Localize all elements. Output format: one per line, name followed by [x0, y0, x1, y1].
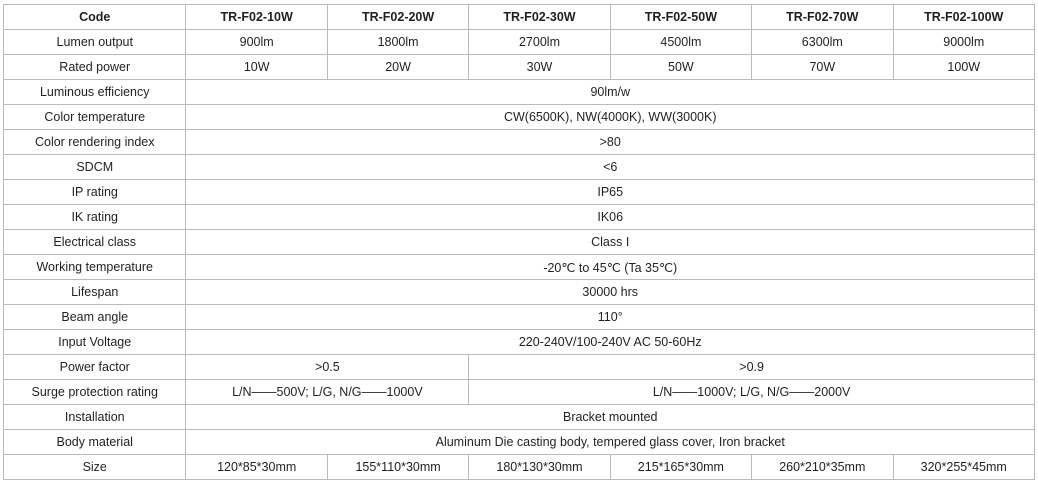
table-row [4, 405, 1035, 430]
row-label: Installation [4, 405, 186, 430]
row-value-cell: 30W [469, 55, 610, 80]
row-value-cell: 155*110*30mm [327, 455, 468, 480]
row-value-cell: 215*165*30mm [610, 455, 751, 480]
row-label: Luminous efficiency [4, 80, 186, 105]
row-label: Rated power [4, 55, 186, 80]
row-value-cell-span: Bracket mounted [186, 405, 1035, 430]
header-cell-model: TR-F02-70W [752, 5, 893, 30]
table-row [4, 80, 1035, 105]
row-value-cell: 180*130*30mm [469, 455, 610, 480]
table-row [4, 280, 1035, 305]
row-label: Color temperature [4, 105, 186, 130]
row-value-cell: 120*85*30mm [186, 455, 327, 480]
row-label: Body material [4, 430, 186, 455]
row-value-cell-right: >0.9 [469, 355, 1035, 380]
table-row [4, 430, 1035, 455]
row-value-cell-left: L/N——500V; L/G, N/G——1000V [186, 380, 469, 405]
row-value-cell-span: >80 [186, 130, 1035, 155]
row-value-cell-span: 30000 hrs [186, 280, 1035, 305]
table-row [4, 305, 1035, 330]
row-value-cell-span: Class I [186, 230, 1035, 255]
row-value-cell: 70W [752, 55, 893, 80]
table-row [4, 30, 1035, 55]
table-row [4, 455, 1035, 480]
row-label: IP rating [4, 180, 186, 205]
header-cell-model: TR-F02-10W [186, 5, 327, 30]
row-value-cell: 900lm [186, 30, 327, 55]
table-row [4, 230, 1035, 255]
row-value-cell-span: IP65 [186, 180, 1035, 205]
row-value-cell: 4500lm [610, 30, 751, 55]
row-value-cell: 9000lm [893, 30, 1035, 55]
row-value-cell: 20W [327, 55, 468, 80]
row-label: Electrical class [4, 230, 186, 255]
row-value-cell-span: Aluminum Die casting body, tempered glass cover, Iron bracket [186, 430, 1035, 455]
table-row [4, 130, 1035, 155]
header-cell-model: TR-F02-50W [610, 5, 751, 30]
table-header-row [4, 5, 1035, 30]
row-value-cell: 2700lm [469, 30, 610, 55]
table-row [4, 205, 1035, 230]
table-row [4, 330, 1035, 355]
table-row [4, 255, 1035, 280]
row-value-cell-span: -20℃ to 45℃ (Ta 35℃) [186, 255, 1035, 280]
row-value-cell: 1800lm [327, 30, 468, 55]
table-row [4, 105, 1035, 130]
row-label: SDCM [4, 155, 186, 180]
row-label: Lifespan [4, 280, 186, 305]
row-label: Size [4, 455, 186, 480]
row-value-cell: 100W [893, 55, 1035, 80]
row-value-cell-span: 90lm/w [186, 80, 1035, 105]
header-cell-code: Code [4, 5, 186, 30]
row-value-cell-span: 110° [186, 305, 1035, 330]
row-label: Power factor [4, 355, 186, 380]
row-value-cell: 6300lm [752, 30, 893, 55]
row-value-cell: 260*210*35mm [752, 455, 893, 480]
row-value-cell-span: 220-240V/100-240V AC 50-60Hz [186, 330, 1035, 355]
table-row [4, 355, 1035, 380]
row-label: IK rating [4, 205, 186, 230]
header-cell-model: TR-F02-100W [893, 5, 1035, 30]
row-value-cell: 10W [186, 55, 327, 80]
row-value-cell: 320*255*45mm [893, 455, 1035, 480]
row-label: Beam angle [4, 305, 186, 330]
row-value-cell-left: >0.5 [186, 355, 469, 380]
row-label: Input Voltage [4, 330, 186, 355]
header-cell-model: TR-F02-20W [327, 5, 468, 30]
row-value-cell-span: CW(6500K), NW(4000K), WW(3000K) [186, 105, 1035, 130]
row-label: Surge protection rating [4, 380, 186, 405]
row-label: Color rendering index [4, 130, 186, 155]
table-row [4, 55, 1035, 80]
row-value-cell-span: <6 [186, 155, 1035, 180]
table-row [4, 180, 1035, 205]
specification-table [3, 4, 1035, 480]
row-value-cell-right: L/N——1000V; L/G, N/G——2000V [469, 380, 1035, 405]
row-label: Lumen output [4, 30, 186, 55]
row-value-cell-span: IK06 [186, 205, 1035, 230]
header-cell-model: TR-F02-30W [469, 5, 610, 30]
table-row [4, 380, 1035, 405]
row-value-cell: 50W [610, 55, 751, 80]
row-label: Working temperature [4, 255, 186, 280]
table-row [4, 155, 1035, 180]
